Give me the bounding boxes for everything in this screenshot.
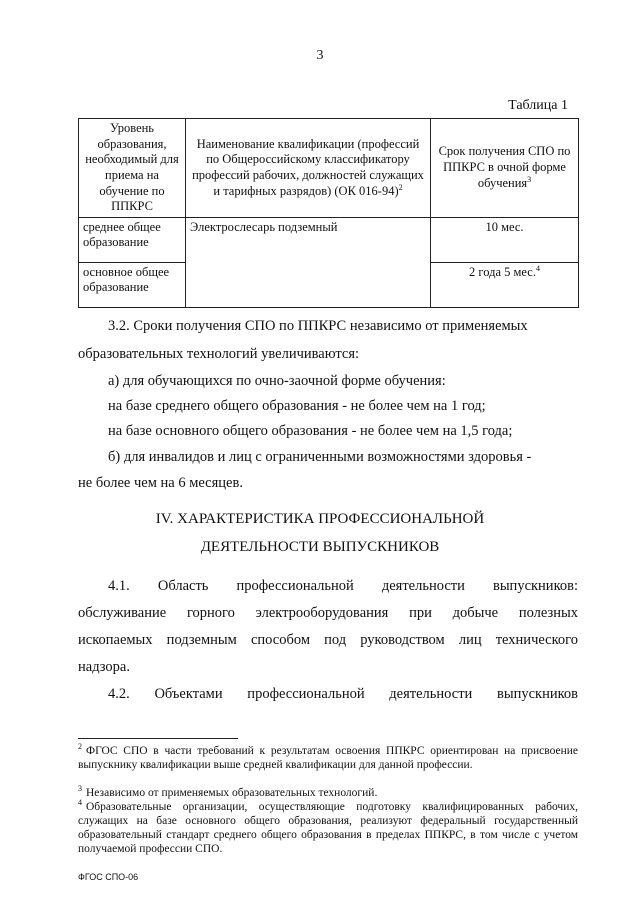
cell-level: среднее общее образование [79,217,186,262]
paragraph-4-2-line1: 4.2. Объектами профессиональной деятельности выпускников [108,686,578,702]
qualification-table [78,118,579,308]
paragraph-3-2-line2: образовательных технологий увеличиваются: [78,346,360,362]
section-heading-line1: IV. ХАРАКТЕРИСТИКА ПРОФЕССИОНАЛЬНОЙ [155,511,485,527]
paragraph-4-1-line1: 4.1. Область профессиональной деятельности выпускников: [108,578,578,594]
footnote-4: $^4$ Образовательные организации, осуществляющие подготовку квалифицированных рабочих, служащих на базе основного общего образования, реализуют федеральный государственный образовательный стандарт среднего общего образования в пределах ППКРС, в том числе с учетом получаемой профессии СПО. [78,798,578,855]
page-number: 3 [316,48,324,63]
term-footnote-ref: 4 [535,263,540,273]
table-header-row [79,119,579,218]
paragraph-4-1-line4: надзора. [78,659,130,675]
section-heading-line2: ДЕЯТЕЛЬНОСТИ ВЫПУСКНИКОВ [200,539,440,555]
paragraph-a2: на базе основного общего образования - не более чем на 1,5 года; [108,423,513,439]
footnote-3: $^3$ Независимо от применяемых образовательных технологий. [78,784,378,799]
cell-level: основное общее образование [79,262,186,307]
cell-term: 2 года 5 мес.$^4$ [431,262,579,307]
header-qualification: Наименование квалификации (профессий по Общероссийскому классификатору профессий рабочих, должностей служащих и тарифных разрядов) (ОК 016-94)$^2$ [186,119,431,218]
table-row [79,217,579,262]
footer-label: ФГОС СПО-06 [78,872,139,882]
paragraph-b-line2: не более чем на 6 месяцев. [78,475,243,491]
table-caption: Таблица 1 [508,98,568,113]
paragraph-b-line1: б) для инвалидов и лиц с ограниченными возможностями здоровья - [108,449,532,465]
cell-qualification: Электрослесарь подземный [186,217,431,307]
paragraph-a1: на базе среднего общего образования - не более чем на 1 год; [108,398,486,414]
footnote-2: $^2$ ФГОС СПО в части требований к результатам освоения ППКРС ориентирован на присвоение выпускнику квалификации выше средней квалификации для данной профессии. [78,742,578,771]
header-term: Срок получения СПО по ППКРС в очной форме обучения$^3$ [431,119,579,218]
paragraph-4-1-line3: ископаемых подземным способом под руководством лиц технического [78,632,578,648]
header-footnote-ref: 2 [398,182,403,192]
header-footnote-ref: 3 [527,174,532,184]
paragraph-4-1-line2: обслуживание горного электрооборудования при добыче полезных [78,605,578,621]
cell-term: 10 мес. [431,217,579,262]
paragraph-a: а) для обучающихся по очно-заочной форме обучения: [108,373,446,389]
footnote-separator [78,738,238,739]
header-education-level: Уровень образования, необходимый для приема на обучение по ППКРС [79,119,186,218]
paragraph-3-2-line1: 3.2. Сроки получения СПО по ППКРС независимо от применяемых [108,318,528,334]
